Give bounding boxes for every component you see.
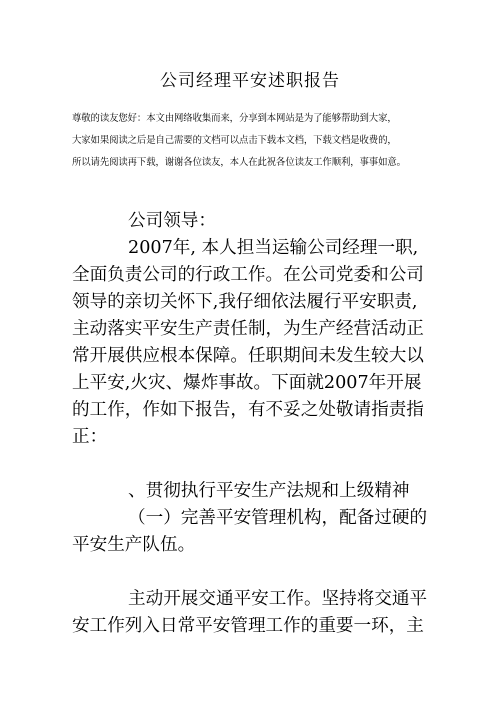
subsection-heading: （一）完善平安管理机构，配备过硬的 xyxy=(128,508,428,528)
paragraph-line: 主动开展交通平安工作。坚持将交通平 xyxy=(128,589,428,609)
paragraph-line: 的工作，作如下报告，有不妥之处敬请指责指 xyxy=(72,400,424,420)
paragraph-line: 正： xyxy=(72,427,108,447)
section-heading: 、贯彻执行平安生产法规和上级精神 xyxy=(128,481,410,501)
paragraph-line: 全面负责公司的行政工作。在公司党委和公司 xyxy=(72,265,424,285)
notice-line: 所以请先阅读再下载，谢谢各位读友，本人在此祝各位读友工作顺利，事事如意。 xyxy=(72,157,406,168)
paragraph-line: 安工作列入日常平安管理工作的重要一环，主 xyxy=(72,616,424,636)
paragraph-gap xyxy=(72,451,442,478)
paragraph-line: 领导的亲切关怀下,我仔细依法履行平安职责, xyxy=(72,292,418,312)
paragraph-gap xyxy=(72,559,442,586)
subsection-heading-cont: 平安生产队伍。 xyxy=(72,535,196,555)
download-notice xyxy=(72,108,442,174)
salutation: 公司领导： xyxy=(128,211,216,231)
report-body xyxy=(72,208,442,640)
paragraph-line: 主动落实平安生产责任制，为生产经营活动正 xyxy=(72,319,424,339)
document-title: 公司经理平安述职报告 xyxy=(160,71,340,91)
notice-line: 尊敬的读友您好：本文由网络收集而来，分享到本网站是为了能够帮助到大家， xyxy=(72,113,397,124)
notice-line: 大家如果阅读之后是自己需要的文档可以点击下载本文档，下载文档是收费的， xyxy=(72,135,397,146)
paragraph-line: 2007年, 本人担当运输公司经理一职, xyxy=(128,238,419,258)
paragraph-line: 常开展供应根本保障。任职期间未发生较大以 xyxy=(72,346,424,366)
paragraph-line: 上平安,火灾、爆炸事故。下面就2007年开展 xyxy=(72,373,422,393)
